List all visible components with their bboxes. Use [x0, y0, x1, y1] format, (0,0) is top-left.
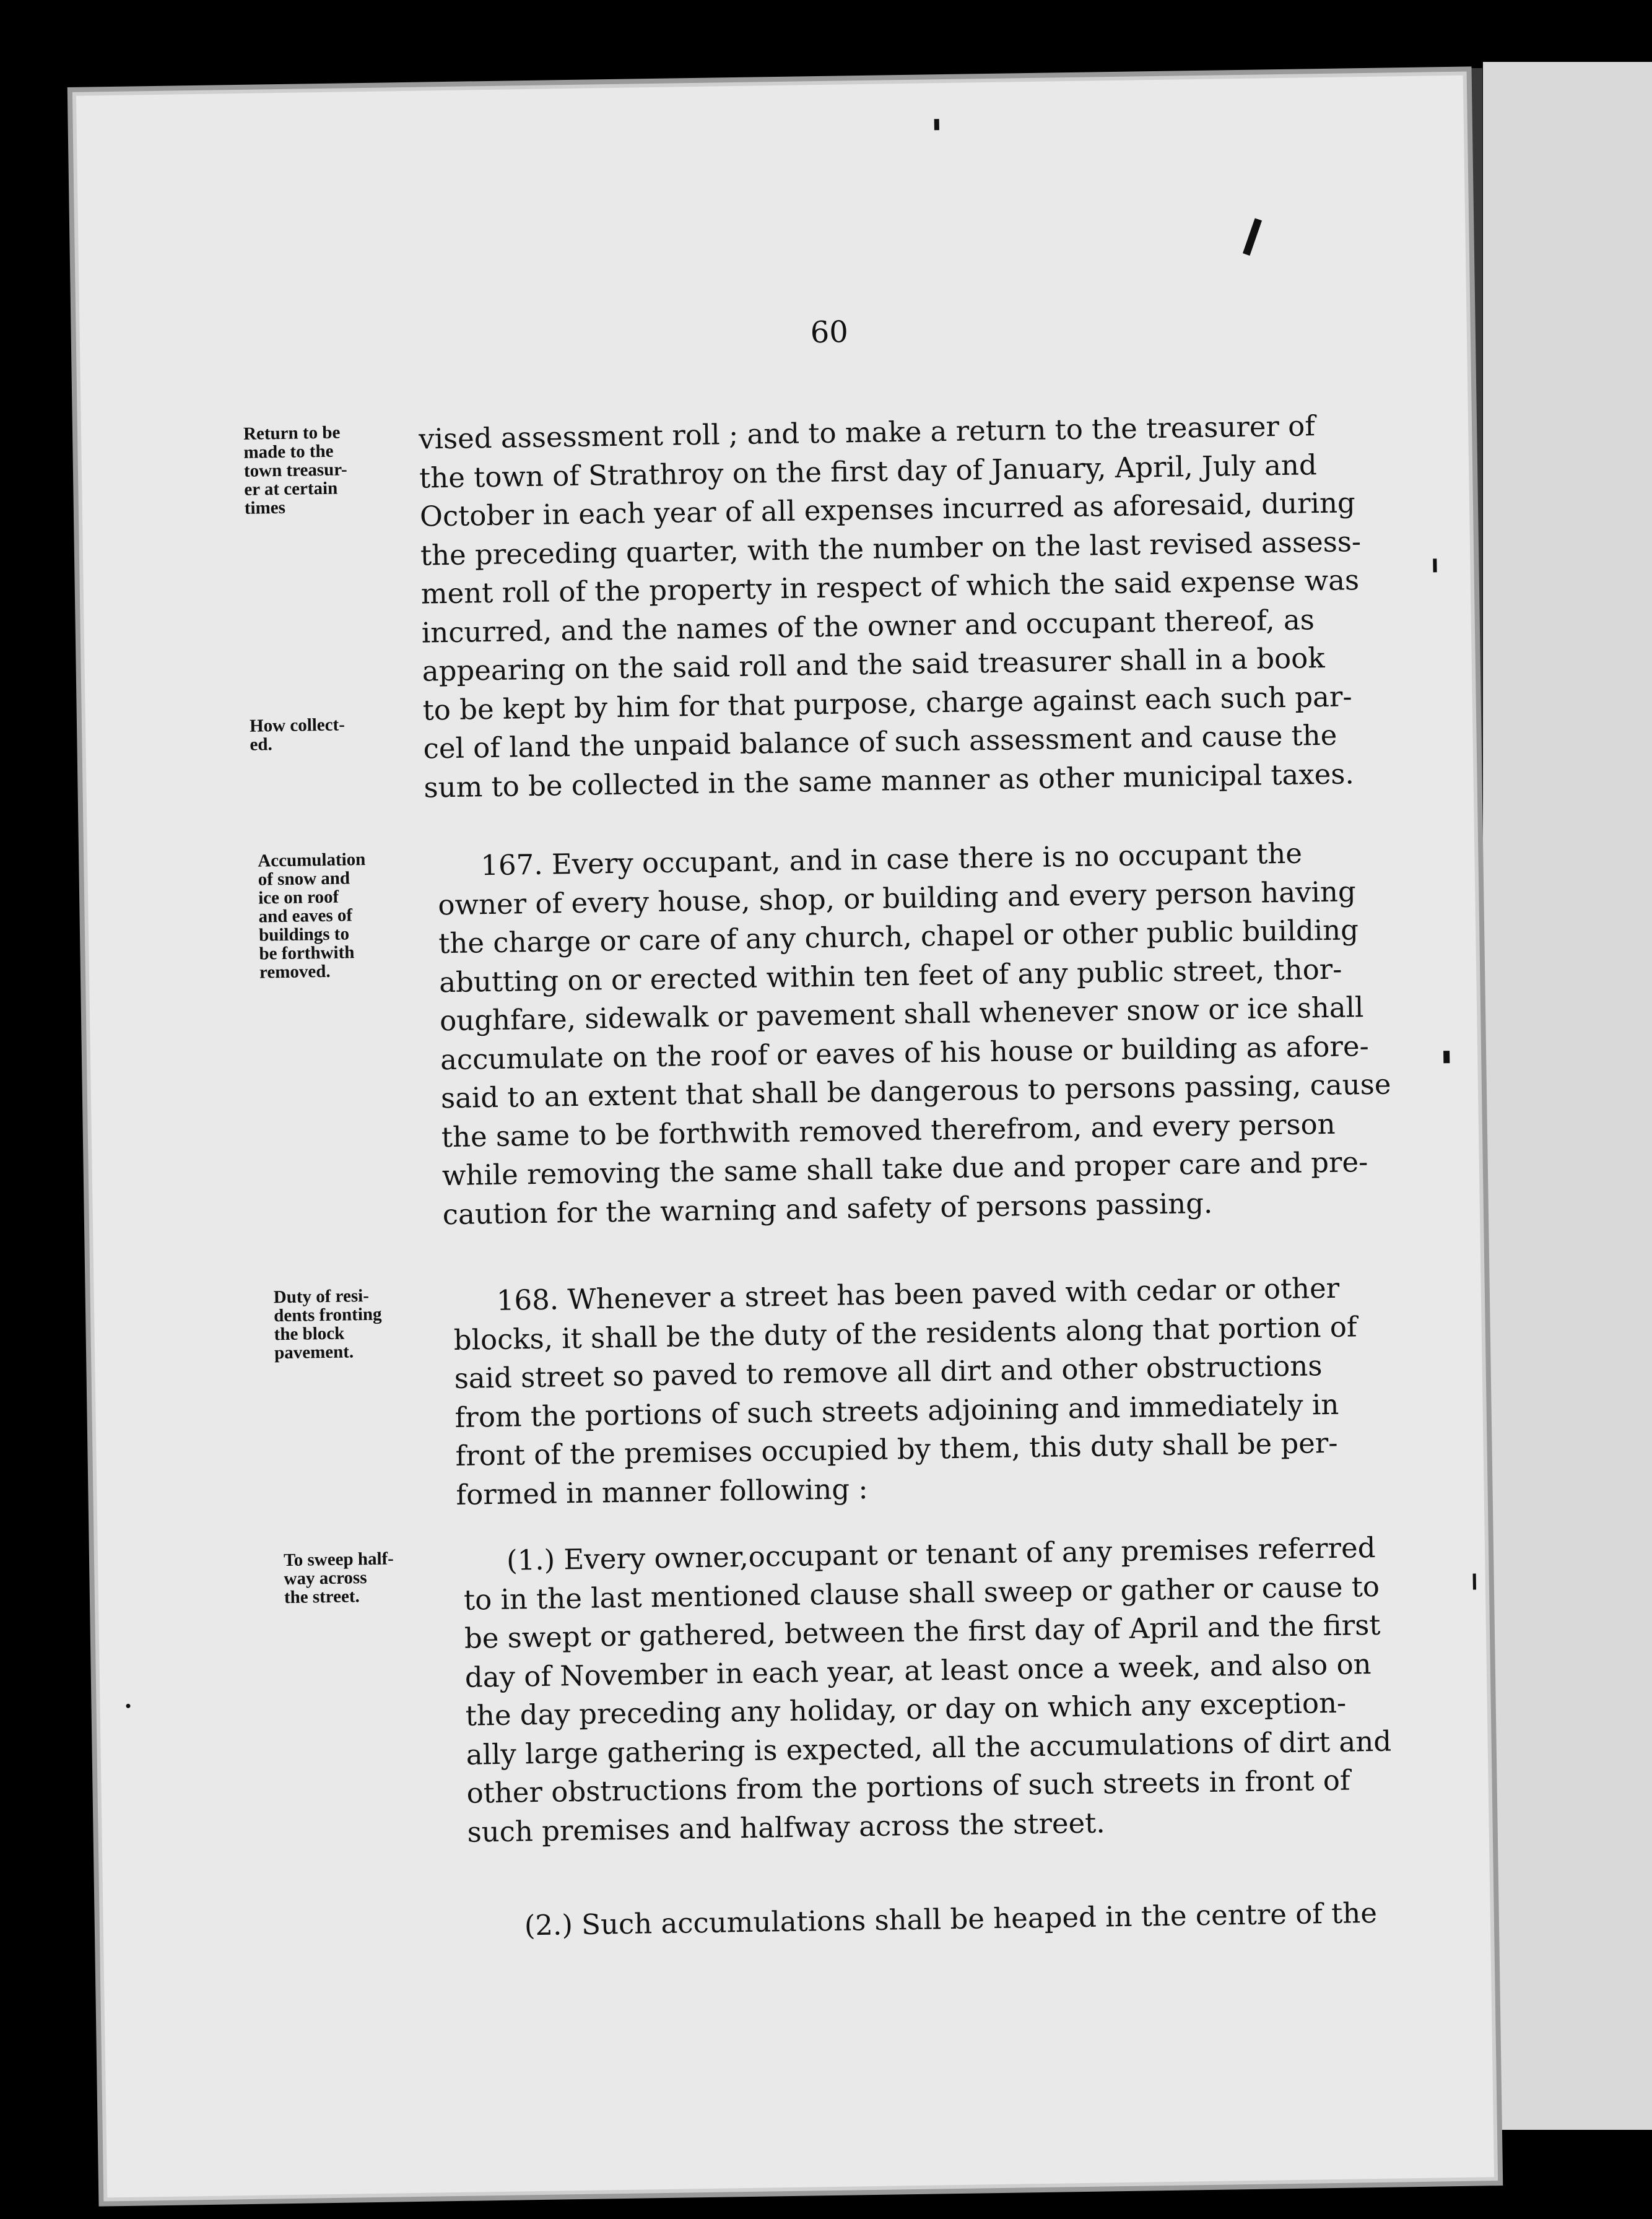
- margin-note-duty-of-residents: [274, 1285, 448, 1362]
- text-line: such premises and halfway across the street.: [467, 1805, 1105, 1849]
- ink-speck: [1473, 1574, 1476, 1590]
- margin-note-line: dents fronting: [273, 1304, 382, 1326]
- text-line: ment roll of the property in respect of which the said expense was: [420, 563, 1360, 610]
- text-line: appearing on the said roll and the said treasurer shall in a book: [422, 641, 1325, 688]
- text-line: oughfare, sidewalk or pavement shall whenever snow or ice shall: [439, 991, 1364, 1038]
- margin-note-snow-removal: [258, 849, 433, 981]
- text-line: 168. Whenever a street has been paved with cedar or other: [496, 1271, 1340, 1317]
- paragraph-continuation: [419, 406, 1365, 807]
- text-line: the day preceding any holiday, or day on which any exception-: [465, 1686, 1347, 1732]
- text-line: incurred, and the names of the owner and occupant thereof, as: [421, 602, 1315, 649]
- margin-note-line: the street.: [284, 1586, 360, 1608]
- adjacent-page: [1483, 62, 1652, 2130]
- margin-note-line: pavement.: [274, 1342, 354, 1363]
- document-page: [76, 76, 1494, 2198]
- text-line: other obstructions from the portions of such streets in front of: [466, 1763, 1350, 1810]
- margin-note-line: ice on roof: [258, 887, 339, 908]
- page-number: 60: [810, 315, 849, 350]
- text-line: caution for the warning and safety of persons passing.: [442, 1186, 1213, 1231]
- margin-note-return-to-treasurer: [243, 422, 418, 518]
- text-line: while removing the same shall take due and proper care and pre-: [441, 1145, 1368, 1192]
- ink-speck: [1443, 1051, 1450, 1063]
- text-line: (1.) Every owner,occupant or tenant of any premises referred: [506, 1531, 1376, 1577]
- text-line: formed in manner following :: [456, 1472, 868, 1511]
- margin-note-line: made to the: [243, 441, 334, 462]
- clause-2: [524, 1894, 1377, 1945]
- text-line: accumulate on the roof or eaves of his house or building as afore-: [440, 1029, 1370, 1076]
- text-line: front of the premises occupied by them, this duty shall be per-: [455, 1426, 1338, 1472]
- margin-note-sweep-halfway: [284, 1548, 458, 1607]
- clause-1: [463, 1529, 1393, 1852]
- section-167: [437, 833, 1393, 1235]
- text-line: the charge or care of any church, chapel or other public building: [438, 913, 1359, 960]
- text-line: the town of Strathroy on the first day of January, April, July and: [419, 448, 1318, 495]
- text-line: the preceding quarter, with the number on the last revised assess-: [420, 524, 1362, 572]
- margin-note-line: of snow and: [258, 868, 350, 890]
- margin-note-line: way across: [284, 1568, 367, 1589]
- section-168: [453, 1269, 1359, 1514]
- margin-note-line: removed.: [259, 961, 331, 983]
- text-line: ally large gathering is expected, all the accumulations of dirt and: [466, 1724, 1392, 1771]
- text-line: blocks, it shall be the duty of the residents along that portion of: [453, 1309, 1357, 1357]
- text-line: abutting on or erected within ten feet of any public street, thor-: [438, 952, 1342, 999]
- margin-note-line: the block: [274, 1323, 345, 1345]
- margin-note-line: buildings to: [258, 924, 350, 945]
- text-line: day of November in each year, at least once a week, and also on: [464, 1647, 1372, 1694]
- text-line: vised assessment roll ; and to make a return to the treasurer of: [418, 409, 1316, 456]
- text-line: the same to be forthwith removed therefrom, and every person: [441, 1107, 1336, 1153]
- text-line: to in the last mentioned clause shall sweep or gather or cause to: [463, 1570, 1380, 1617]
- text-line: be swept or gathered, between the first day of April and the first: [464, 1608, 1381, 1655]
- text-line: (2.) Such accumulations shall be heaped in the centre of the: [524, 1896, 1378, 1942]
- ink-speck: [934, 119, 939, 130]
- text-line: said street so paved to remove all dirt and other obstructions: [454, 1349, 1323, 1395]
- text-line: from the portions of such streets adjoining and immediately in: [454, 1387, 1339, 1434]
- margin-note-line: How collect-: [249, 714, 346, 736]
- ink-speck: [126, 1704, 130, 1708]
- text-line: October in each year of all expenses incurred as aforesaid, during: [419, 486, 1356, 533]
- margin-note-line: times: [244, 497, 286, 518]
- margin-note-line: and eaves of: [258, 905, 353, 927]
- margin-note-line: town treasur-: [243, 459, 347, 481]
- margin-note-line: er at certain: [244, 478, 338, 500]
- text-line: to be kept by him for that purpose, charge against each such par-: [422, 679, 1352, 727]
- text-line: cel of land the unpaid balance of such assessment and cause the: [423, 718, 1337, 765]
- text-line: 167. Every occupant, and in case there is no occupant the: [480, 836, 1303, 882]
- margin-note-line: Return to be: [243, 422, 341, 444]
- margin-note-how-collected: [250, 714, 424, 754]
- text-line: said to an extent that shall be dangerous to persons passing, cause: [440, 1067, 1391, 1115]
- text-line: owner of every house, shop, or building and every person having: [437, 874, 1357, 921]
- ink-speck: [1243, 218, 1262, 256]
- margin-note-line: Accumulation: [258, 849, 366, 871]
- margin-note-line: Duty of resi-: [273, 1286, 370, 1308]
- text-line: sum to be collected in the same manner as other municipal taxes.: [424, 757, 1355, 804]
- margin-note-line: be forthwith: [259, 942, 355, 964]
- margin-note-line: ed.: [250, 734, 273, 755]
- ink-speck: [1433, 558, 1437, 572]
- margin-note-line: To sweep half-: [283, 1548, 394, 1571]
